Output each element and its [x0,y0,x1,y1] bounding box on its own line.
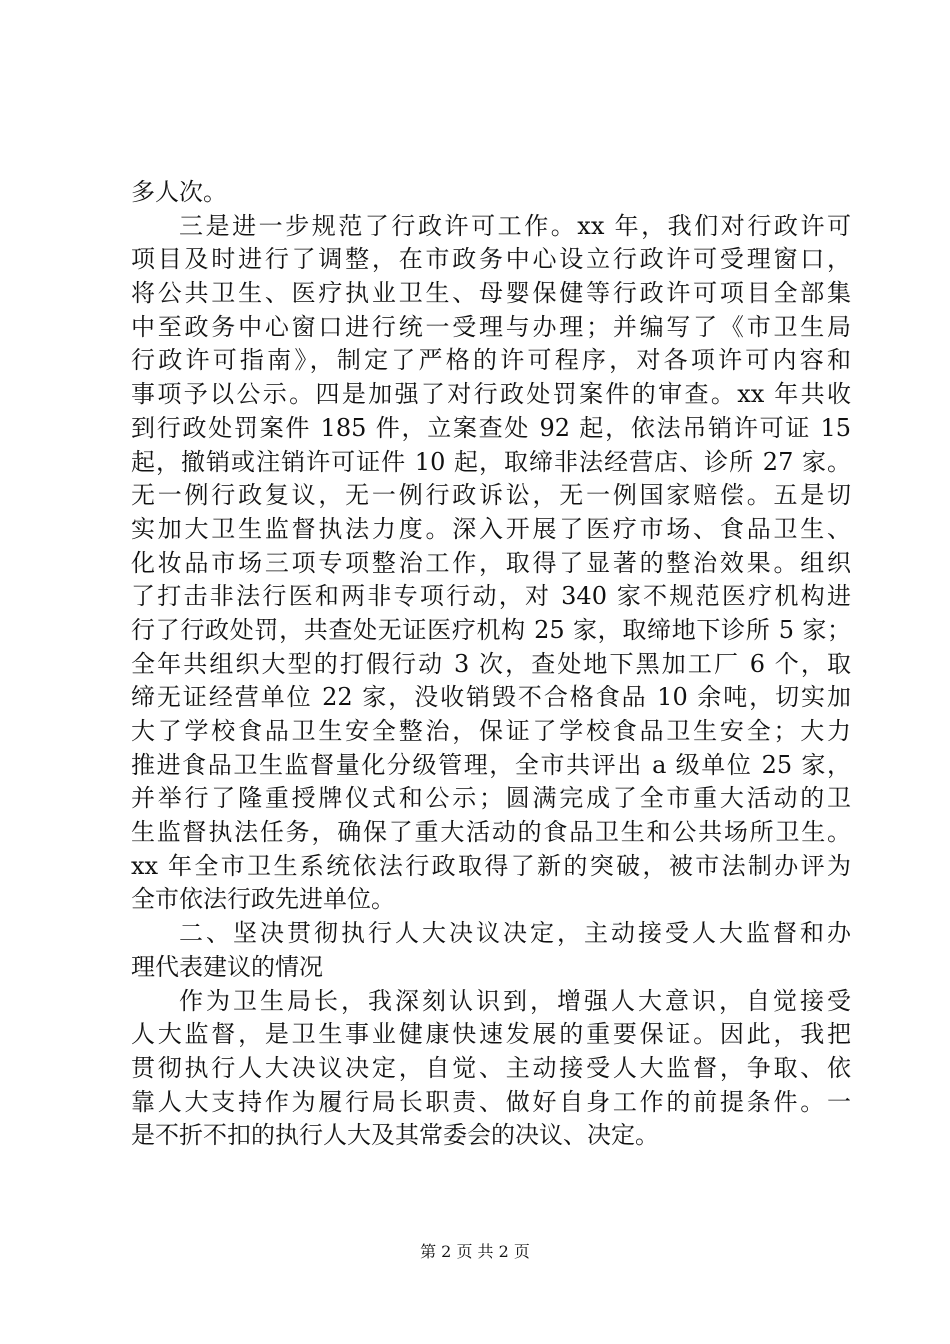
text-line: 缔无证经营单位 22 家，没收销毁不合格食品 10 余吨，切实加 [131,683,851,712]
page-footer: 第 2 页 共 2 页 [420,1242,530,1261]
text-line: xx 年全市卫生系统依法行政取得了新的突破，被市法制办评为 [131,851,851,880]
text-line: 事项予以公示。四是加强了对行政处罚案件的审查。xx 年共收 [131,380,851,409]
text-line: 全年共组织大型的打假行动 3 次，查处地下黑加工厂 6 个，取 [131,649,851,678]
text-line: 靠人大支持作为履行局长职责、做好自身工作的前提条件。一 [131,1087,851,1116]
text-line: 作为卫生局长，我深刻认识到，增强人大意识，自觉接受 [179,986,851,1015]
text-line: 是不折不扣的执行人大及其常委会的决议、决定。 [131,1121,659,1150]
text-line: 项目及时进行了调整，在市政务中心设立行政许可受理窗口， [131,245,851,274]
text-line: 将公共卫生、医疗执业卫生、母婴保健等行政许可项目全部集 [131,279,851,308]
text-line: 行政许可指南》，制定了严格的许可程序，对各项许可内容和 [131,346,851,375]
text-line: 人大监督，是卫生事业健康快速发展的重要保证。因此，我把 [131,1020,851,1049]
text-line: 了打击非法行医和两非专项行动，对 340 家不规范医疗机构进 [131,582,851,611]
text-line: 多人次。 [131,178,227,206]
text-line: 二、坚决贯彻执行人大决议决定，主动接受人大监督和办 [179,919,851,948]
text-line: 全市依法行政先进单位。 [131,885,395,914]
text-line: 三是进一步规范了行政许可工作。xx 年，我们对行政许可 [179,211,851,240]
text-line: 理代表建议的情况 [131,952,323,981]
text-line: 贯彻执行人大决议决定，自觉、主动接受人大监督，争取、依 [131,1053,851,1082]
text-line: 起，撤销或注销许可证件 10 起，取缔非法经营店、诊所 27 家。 [131,447,851,476]
text-line: 化妆品市场三项专项整治工作，取得了显著的整治效果。组织 [131,548,851,577]
text-line: 推进食品卫生监督量化分级管理，全市共评出 a 级单位 25 家， [131,750,851,779]
text-line: 无一例行政复议，无一例行政诉讼，无一例国家赔偿。五是切 [131,481,851,510]
text-line: 行了行政处罚，共查处无证医疗机构 25 家，取缔地下诊所 5 家； [131,615,851,644]
text-line: 实加大卫生监督执法力度。深入开展了医疗市场、食品卫生、 [131,514,851,543]
document-body [131,176,851,1153]
text-line: 中至政务中心窗口进行统一受理与办理；并编写了《市卫生局 [131,312,851,341]
text-line: 生监督执法任务，确保了重大活动的食品卫生和公共场所卫生。 [131,818,851,847]
text-line: 到行政处罚案件 185 件，立案查处 92 起，依法吊销许可证 15 [131,413,851,442]
text-line: 大了学校食品卫生安全整治，保证了学校食品卫生安全；大力 [131,717,851,745]
text-line: 并举行了隆重授牌仪式和公示；圆满完成了全市重大活动的卫 [131,784,851,813]
